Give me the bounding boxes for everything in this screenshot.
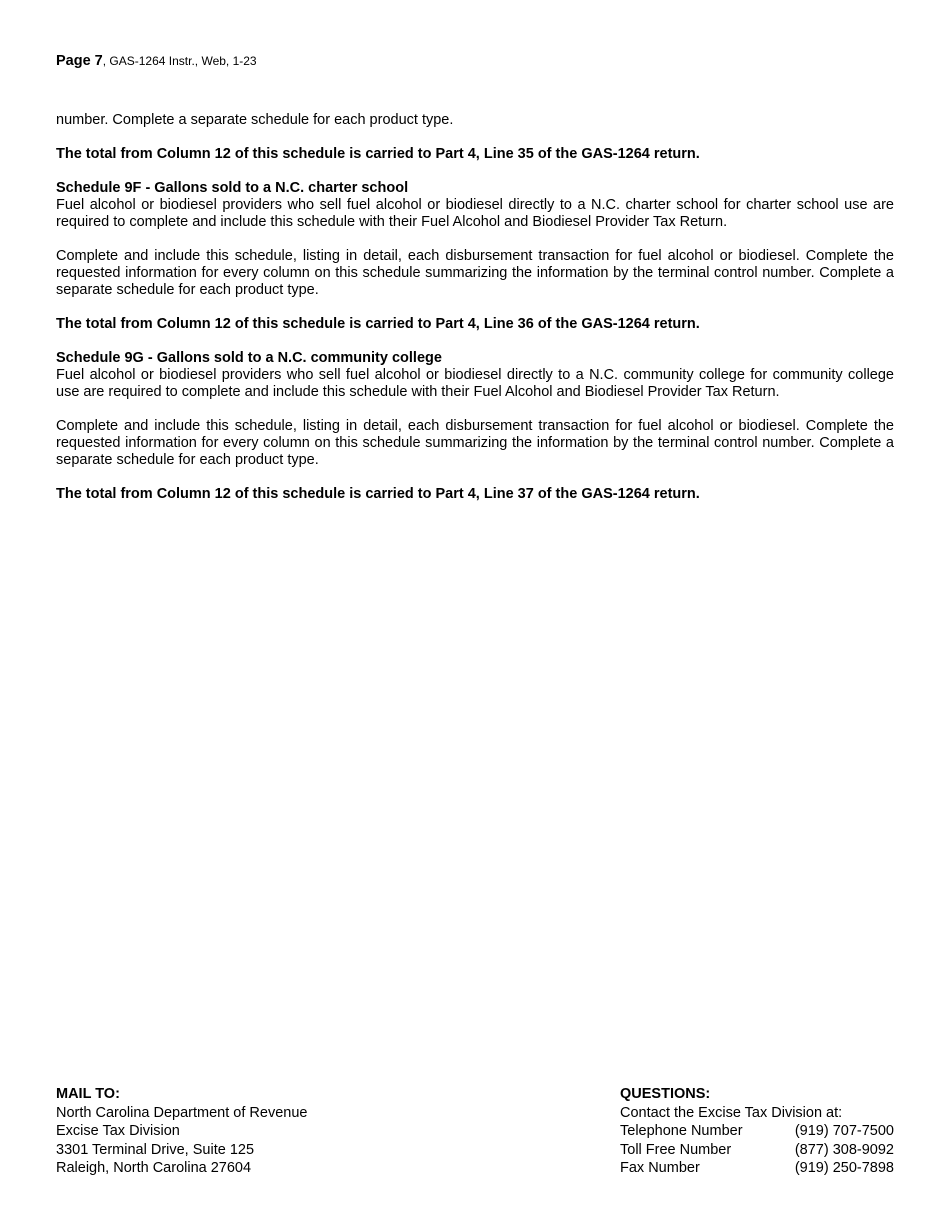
form-reference-sep: , (102, 54, 110, 68)
fax-row (620, 1159, 894, 1178)
instructions-body (56, 112, 894, 503)
page-number: Page 7 (56, 53, 103, 69)
schedule-9f-paragraph-1: Fuel alcohol or biodiesel providers who sell fuel alcohol or biodiesel directly to a N.C. charter school for charter school use are required to complete and include this schedule with their Fuel Alcohol and Biodiesel Provider Tax Return. (56, 197, 894, 230)
mail-address-line: 3301 Terminal Drive, Suite 125 (56, 1141, 255, 1158)
toll-free-row (620, 1141, 894, 1160)
telephone-value: (919) 707-7500 (794, 1123, 894, 1139)
questions-heading: QUESTIONS: (620, 1086, 711, 1102)
total-line-37-note: The total from Column 12 of this schedule is carried to Part 4, Line 37 of the GAS-1264 return. (56, 486, 700, 502)
total-line-35-note: The total from Column 12 of this schedule is carried to Part 4, Line 35 of the GAS-1264 return. (56, 146, 700, 162)
toll-free-label: Toll Free Number (620, 1141, 732, 1158)
telephone-row (620, 1122, 894, 1141)
total-line-36-note: The total from Column 12 of this schedule is carried to Part 4, Line 36 of the GAS-1264 return. (56, 316, 700, 332)
form-reference: GAS-1264 Instr., Web, 1-23 (109, 54, 257, 68)
mail-address-line: North Carolina Department of Revenue (56, 1104, 308, 1121)
telephone-label: Telephone Number (620, 1123, 743, 1139)
schedule-9g-paragraph-2: Complete and include this schedule, listing in detail, each disbursement transaction for fuel alcohol or biodiesel. Complete the requested information for every column on this schedule summarizing the information by the terminal control number. Complete a separate schedule for each product type. (56, 418, 894, 468)
mail-address-line: Excise Tax Division (56, 1123, 180, 1139)
mail-address-line: Raleigh, North Carolina 27604 (56, 1160, 252, 1176)
fax-value: (919) 250-7898 (794, 1160, 894, 1176)
mail-to-heading: MAIL TO: (56, 1086, 120, 1102)
fax-label: Fax Number (620, 1160, 700, 1176)
mail-to-block (56, 1085, 456, 1178)
questions-block (620, 1085, 894, 1178)
page-header (56, 53, 257, 70)
schedule-9g-paragraph-1: Fuel alcohol or biodiesel providers who sell fuel alcohol or biodiesel directly to a N.C. community college for community college use are required to complete and include this schedule with their Fuel Alcohol and Biodiesel Provider Tax Return. (56, 367, 894, 400)
toll-free-value: (877) 308-9092 (794, 1141, 894, 1158)
schedule-9g-title: Schedule 9G - Gallons sold to a N.C. community college (56, 350, 442, 366)
schedule-9f-paragraph-2: Complete and include this schedule, listing in detail, each disbursement transaction for fuel alcohol or biodiesel. Complete the requested information for every column on this schedule summarizing the information by the terminal control number. Complete a separate schedule for each product type. (56, 248, 894, 298)
schedule-9f-title: Schedule 9F - Gallons sold to a N.C. charter school (56, 180, 409, 196)
continued-paragraph: number. Complete a separate schedule for each product type. (56, 112, 454, 128)
questions-intro: Contact the Excise Tax Division at: (620, 1104, 843, 1121)
